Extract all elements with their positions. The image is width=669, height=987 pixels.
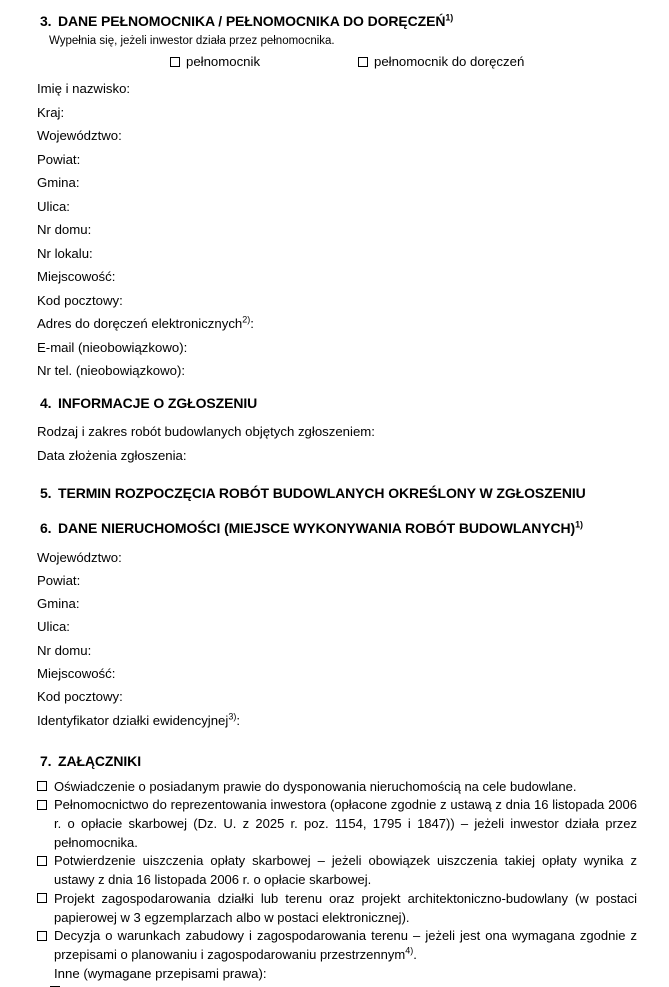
field-label-identyfikator-dzialki: Identyfikator działki ewidencyjnej$^{3)}$: [37,711,241,728]
pelnomocnik-do-doreczen-checkbox[interactable] [358,57,368,67]
attachment-item-projekt [37,890,637,927]
field-label-ulica-nieruchomosc: Ulica: [37,619,70,635]
field-label-miejscowosc-nieruchomosc: Miejscowość: [37,665,116,681]
field-label-rodzaj-i-zakres: Rodzaj i zakres robót budowlanych objętych zgłoszeniem: [37,424,375,439]
other-attachments-label: Inne (wymagane przepisami prawa): [54,965,267,981]
section-5-title: TERMIN ROZPOCZĘCIA ROBÓT BUDOWLANYCH OKREŚLONY W ZGŁOSZENIU [58,484,586,501]
attachment-text: Pełnomocnictwo do reprezentowania inwestora (opłacone zgodnie z ustawą z dnia 16 listopada 2006 r. o opłacie skarbowej (Dz. U. z 2025 r. poz. 1154, 1795 i 1847)) – jeżeli inwestor działa przez pełnomocnika. [54,797,637,850]
section-6-fields [37,551,637,728]
other-attachment-row [50,982,637,987]
attachment-potwierdzenie-checkbox[interactable] [37,856,47,866]
section-6-heading [37,518,637,536]
attachment-checkbox-cell [37,852,54,889]
footnote-marker: 2) [242,314,251,325]
field-label-ulica: Ulica: [37,198,70,214]
attachment-checkbox-cell [37,796,54,852]
section-4-title: INFORMACJE O ZGŁOSZENIU [58,395,258,411]
field-label-nr-domu-nieruchomosc: Nr domu: [37,642,92,658]
footnote-marker: 1) [445,12,454,23]
footnote-marker: 3) [228,711,237,722]
section-7-number: 7. [40,752,52,769]
footnote-marker: 1) [575,518,583,529]
attachment-projekt-checkbox[interactable] [37,893,47,903]
field-label-kod-pocztowy: Kod pocztowy: [37,292,123,308]
field-label-powiat: Powiat: [37,151,81,167]
section-4-number: 4. [40,395,52,411]
section-6-title: DANE NIERUCHOMOŚCI (MIEJSCE WYKONYWANIA ROBÓT BUDOWLANYCH)$^{1)}$ [58,518,583,536]
footnote-marker: 4) [405,945,414,956]
attachment-checkbox-cell [37,890,54,927]
attachments-list [37,778,637,965]
pelnomocnik-checkbox[interactable] [170,57,180,67]
section-4-fields [37,425,637,463]
attachment-checkbox-cell [37,927,54,964]
section-3-heading [37,14,637,28]
attachment-pelnomocnictwo-checkbox[interactable] [37,800,47,810]
field-label-adres-elektroniczny: Adres do doręczeń elektronicznych$^{2)}$: [37,314,254,331]
field-label-wojewodztwo: Województwo: [37,128,122,143]
section-3-fields [37,82,637,378]
attachment-item-pelnomocnictwo [37,796,637,852]
attachment-oswiadczenie-checkbox[interactable] [37,781,47,791]
section-5-heading [37,486,637,500]
section-3-note: Wypełnia się, jeżeli inwestor działa przez pełnomocnika. [49,35,335,47]
section-3-number: 3. [40,13,52,29]
option-pelnomocnik [170,55,260,68]
field-label-nr-lokalu: Nr lokalu: [37,245,93,261]
field-label-kraj: Kraj: [37,104,65,120]
representative-type-options [37,55,637,68]
field-label-miejscowosc: Miejscowość: [37,269,116,284]
section-7-heading [37,754,637,768]
attachment-checkbox-cell [37,778,54,797]
pelnomocnik-label: pełnomocnik [186,54,261,69]
attachment-text: Potwierdzenie uiszczenia opłaty skarbowej – jeżeli obowiązek uiszczenia takiej opłaty wynika z ustawy z dnia 16 listopada 2006 r. o opłacie skarbowej. [54,853,637,888]
field-label-data-zlozenia: Data złożenia zgłoszenia: [37,447,187,463]
attachment-item-potwierdzenie-oplaty [37,852,637,889]
field-label-nr-tel: Nr tel. (nieobowiązkowo): [37,363,186,378]
option-pelnomocnik-do-doreczen [358,55,524,68]
field-label-gmina-nieruchomosc: Gmina: [37,596,80,612]
pelnomocnik-do-doreczen-label: pełnomocnik do doręczeń [374,54,525,69]
field-label-powiat-nieruchomosc: Powiat: [37,572,81,588]
attachment-item-oswiadczenie [37,778,637,797]
attachment-text: Projekt zagospodarowania działki lub terenu oraz projekt architektoniczno-budowlany (w postaci papierowej w 3 egzemplarzach albo w postaci elektronicznej). [54,890,637,925]
field-label-kod-pocztowy-nieruchomosc: Kod pocztowy: [37,689,123,705]
section-7-title: ZAŁĄCZNIKI [58,752,141,769]
field-label-nr-domu: Nr domu: [37,222,92,237]
field-label-gmina: Gmina: [37,175,80,190]
attachment-item-decyzja [37,927,637,964]
field-label-wojewodztwo-nieruchomosc: Województwo: [37,549,122,565]
section-4-heading [37,396,637,410]
attachment-text: Decyzja o warunkach zabudowy i zagospodarowania terenu – jeżeli jest ona wymagana zgodnie z przepisami o planowaniu i zagospodarowaniu przestrzennym$^{4)}$. [54,928,637,962]
attachment-text: Oświadczenie o posiadanym prawie do dysponowania nieruchomością na cele budowlane. [54,778,577,794]
section-5-number: 5. [40,484,52,501]
section-3-title: DANE PEŁNOMOCNIKA / PEŁNOMOCNIKA DO DORĘCZEŃ$^{1)}$ [58,12,454,29]
section-6-number: 6. [40,519,52,536]
attachment-decyzja-checkbox[interactable] [37,931,47,941]
field-label-imie-i-nazwisko: Imię i nazwisko: [37,81,131,96]
field-label-email: E-mail (nieobowiązkowo): [37,339,188,355]
